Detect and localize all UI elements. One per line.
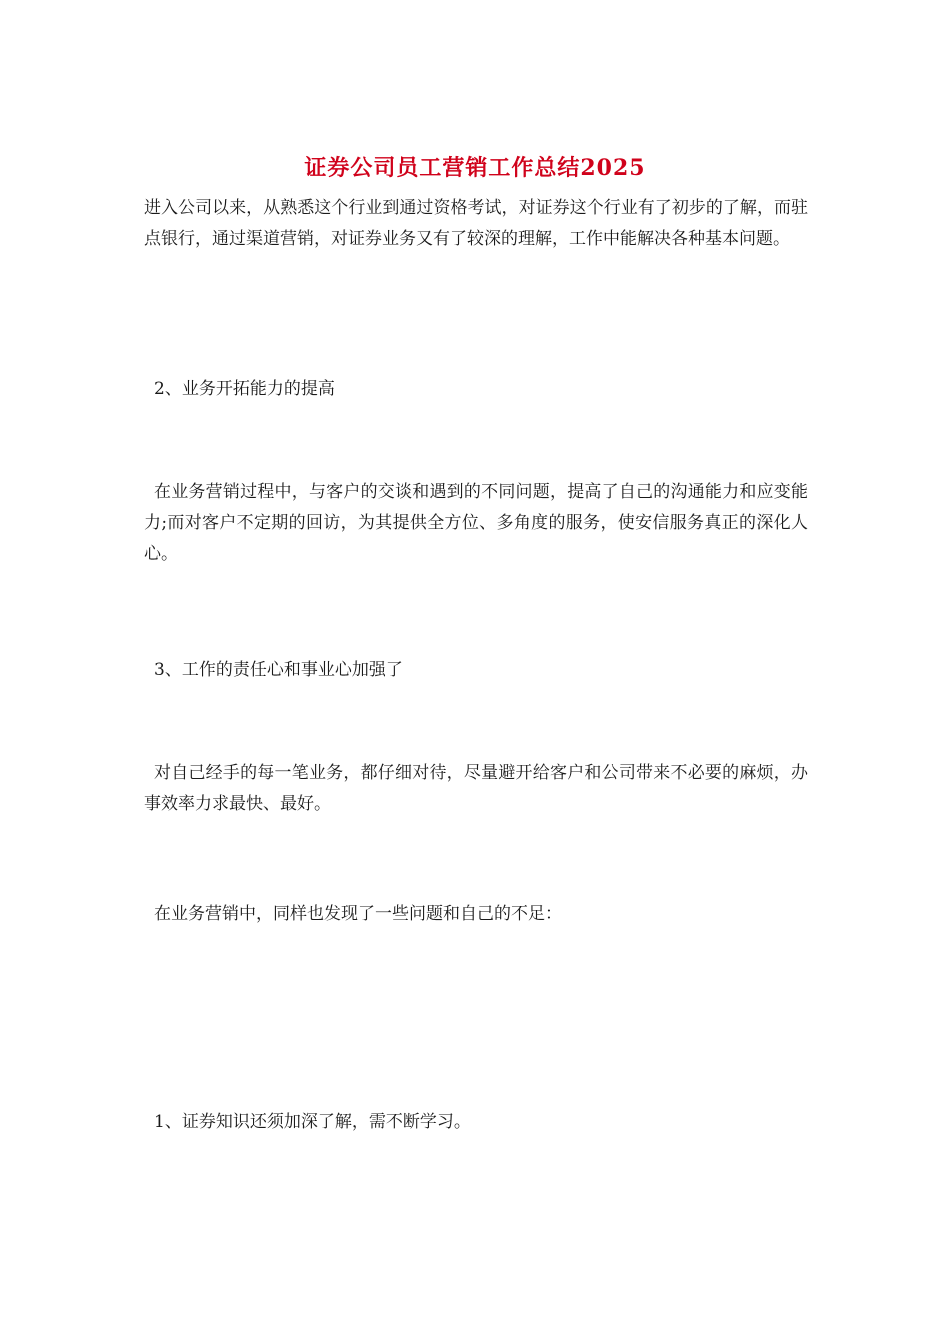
shortcoming-item-1: 1、证券知识还须加深了解，需不断学习。 — [154, 1112, 471, 1132]
shortcomings-intro: 在业务营销中，同样也发现了一些问题和自己的不足： — [154, 904, 562, 924]
section-body-3: 对自己经手的每一笔业务，都仔细对待，尽量避开给客户和公司带来不必要的麻烦，办事效率力求最快、最好。 — [144, 763, 808, 814]
section-heading-3: 3、工作的责任心和事业心加强了 — [154, 660, 403, 680]
document-title: 证券公司员工营销工作总结2025 — [304, 155, 646, 181]
section-body-2: 在业务营销过程中，与客户的交谈和遇到的不同问题，提高了自己的沟通能力和应变能力;而对客户不定期的回访，为其提供全方位、多角度的服务，使安信服务真正的深化人心。 — [144, 482, 808, 564]
intro-paragraph: 进入公司以来，从熟悉这个行业到通过资格考试，对证券这个行业有了初步的了解，而驻点银行，通过渠道营销，对证券业务又有了较深的理解，工作中能解决各种基本问题。 — [144, 198, 808, 249]
section-heading-2: 2、业务开拓能力的提高 — [154, 379, 335, 399]
